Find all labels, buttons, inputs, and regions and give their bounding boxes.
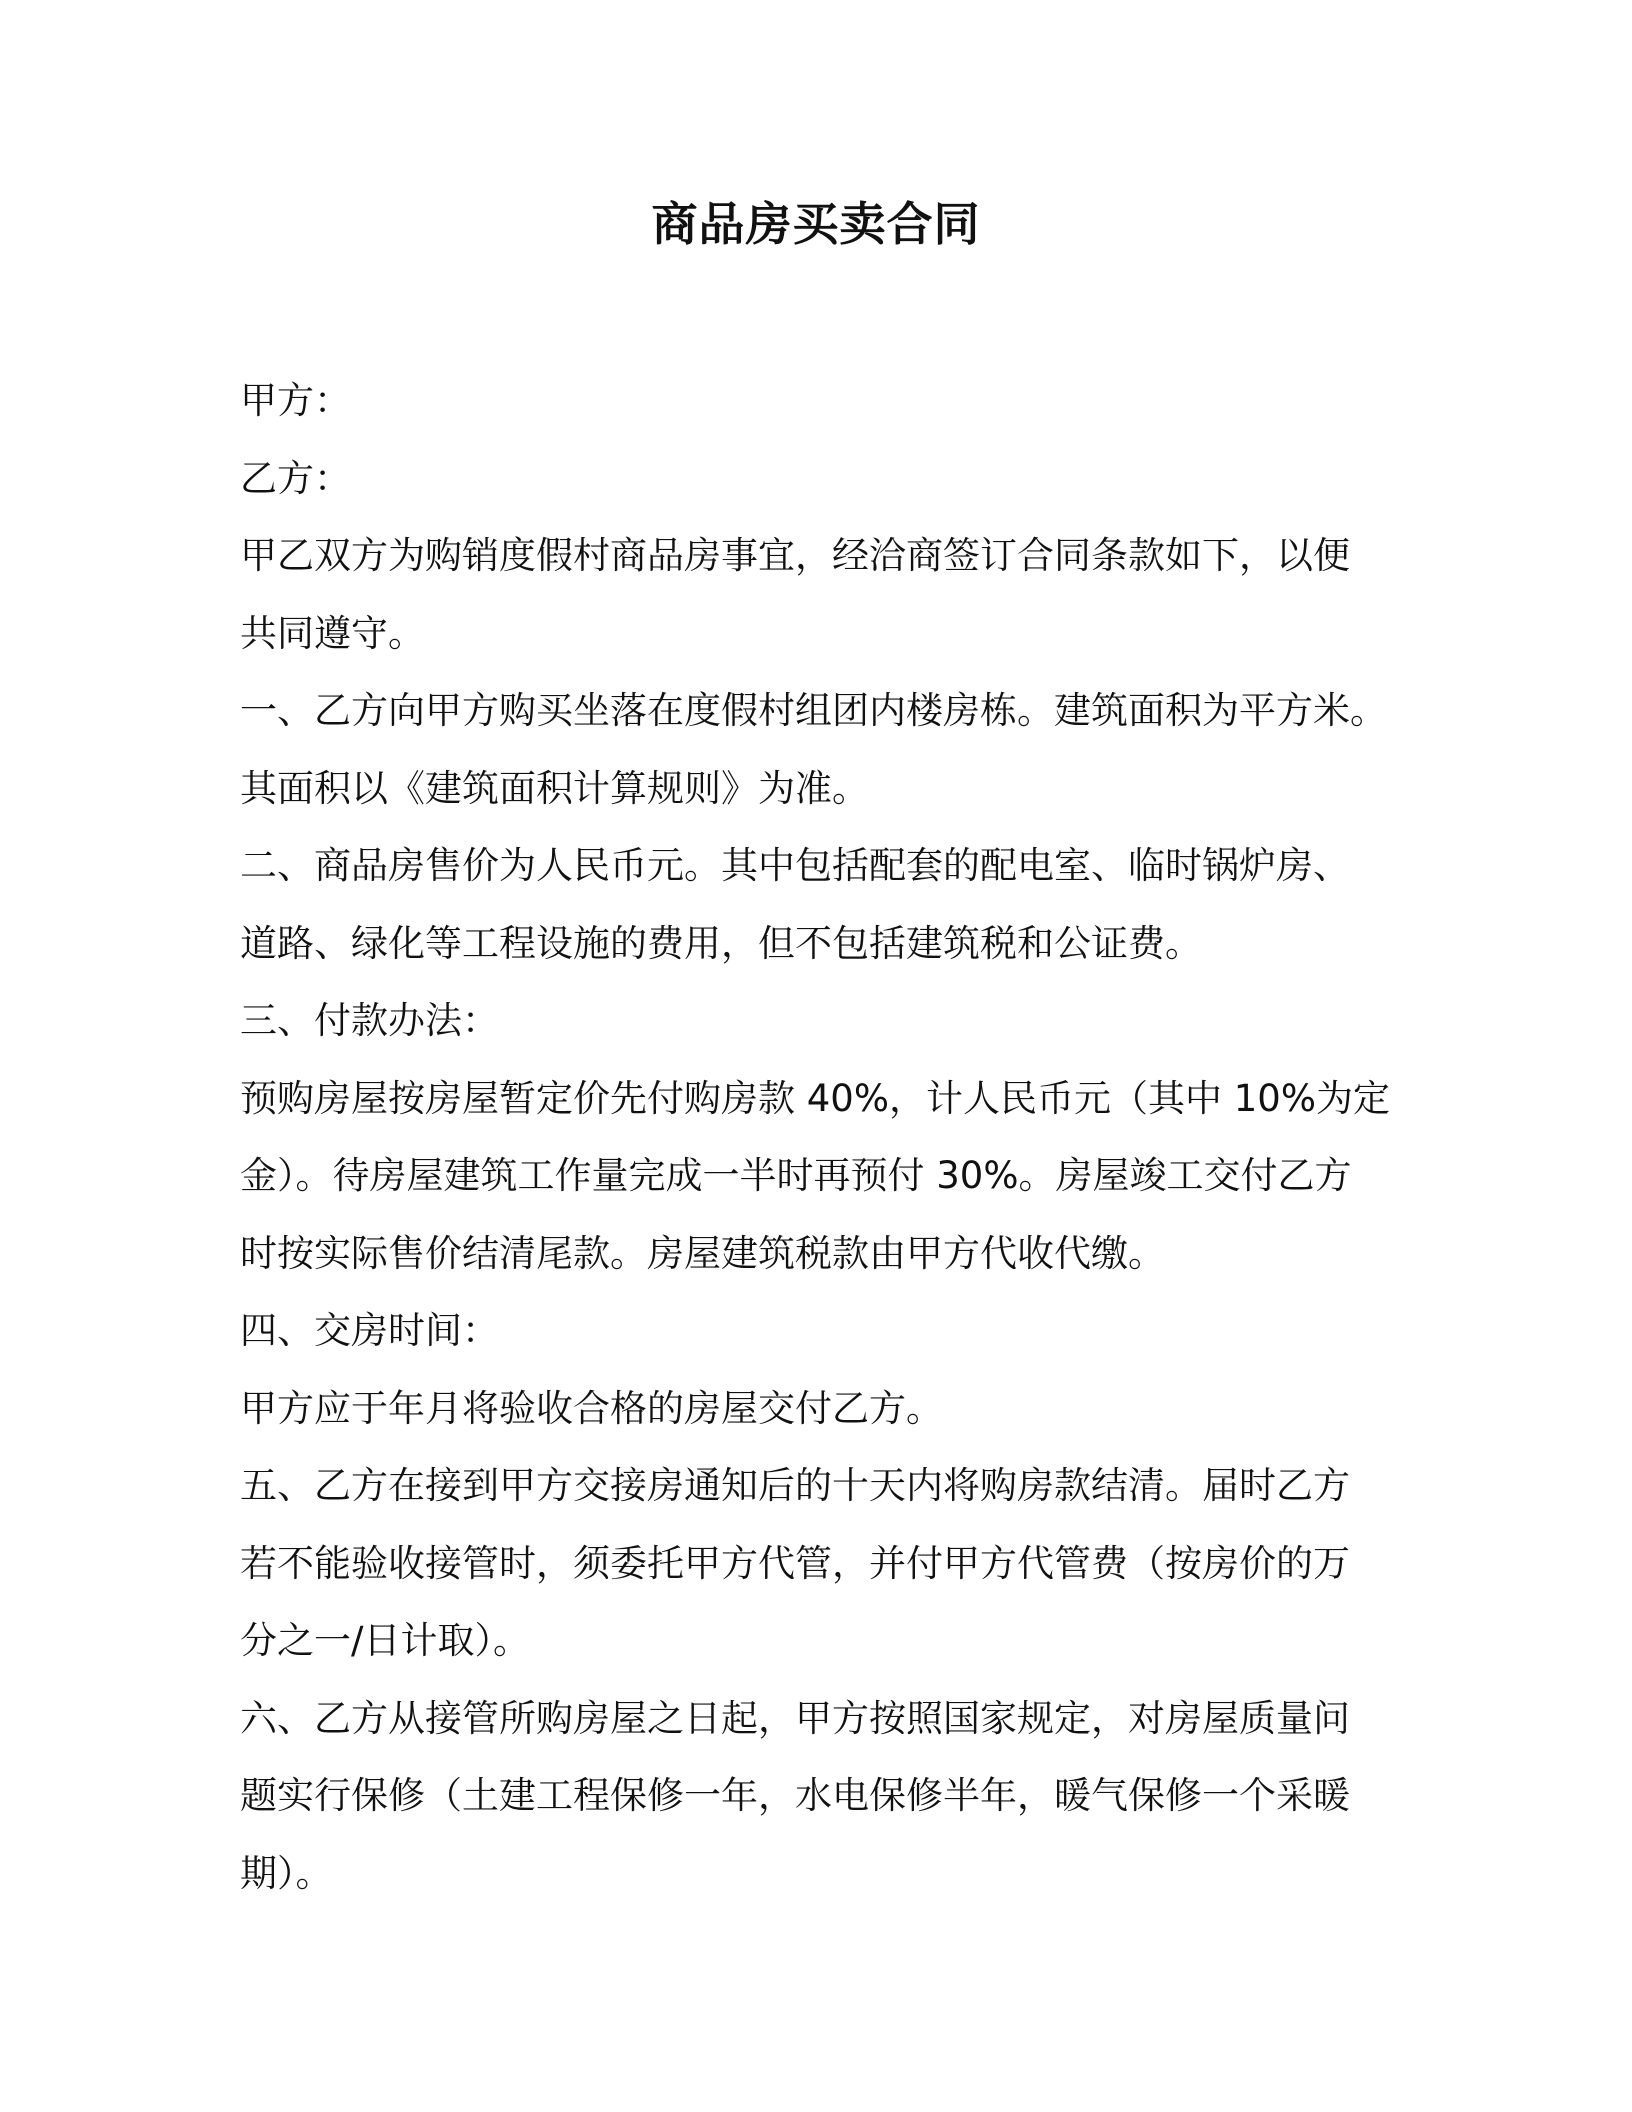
clause-2-line: 二、商品房售价为人民币元。其中包括配套的配电室、临时锅炉房、 — [240, 844, 1350, 887]
clause-5-line: 若不能验收接管时，须委托甲方代管，并付甲方代管费（按房价的万 — [240, 1541, 1350, 1585]
clause-4-line: 甲方应于年月将验收合格的房屋交付乙方。 — [240, 1386, 943, 1430]
clause-4-heading: 四、交房时间： — [240, 1309, 499, 1352]
clause-3-line: 金）。待房屋建筑工作量完成一半时再预付 30%。房屋竣工交付乙方 — [240, 1154, 1352, 1197]
document-body — [240, 362, 1390, 1912]
party-b-line: 乙方： — [240, 456, 351, 500]
party-a-line: 甲方： — [240, 379, 351, 422]
clause-1-line: 一、乙方向甲方购买坐落在度假村组团内楼房栋。建筑面积为平方米。 — [240, 689, 1387, 732]
preamble-line: 共同遵守。 — [240, 611, 425, 655]
clause-3-line: 预购房屋按房屋暂定价先付购房款 40%，计人民币元（其中 10%为定 — [240, 1076, 1390, 1120]
clause-3-line: 时按实际售价结清尾款。房屋建筑税款由甲方代收代缴。 — [240, 1231, 1165, 1275]
clause-6-line: 期）。 — [240, 1851, 333, 1895]
clause-5-line: 五、乙方在接到甲方交接房通知后的十天内将购房款结清。届时乙方 — [240, 1464, 1350, 1507]
clause-6-line: 六、乙方从接管所购房屋之日起，甲方按照国家规定，对房屋质量问 — [240, 1696, 1350, 1740]
clause-6-line: 题实行保修（土建工程保修一年，水电保修半年，暖气保修一个采暖 — [240, 1774, 1350, 1817]
document-title: 商品房买卖合同 — [651, 197, 981, 251]
clause-3-heading: 三、付款办法： — [240, 999, 499, 1042]
preamble-line: 甲乙双方为购销度假村商品房事宜，经洽商签订合同条款如下，以便 — [240, 534, 1350, 577]
clause-1-line: 其面积以《建筑面积计算规则》为准。 — [240, 766, 869, 810]
clause-5-line: 分之一/日计取）。 — [240, 1619, 530, 1662]
clause-2-line: 道路、绿化等工程设施的费用，但不包括建筑税和公证费。 — [240, 921, 1202, 965]
